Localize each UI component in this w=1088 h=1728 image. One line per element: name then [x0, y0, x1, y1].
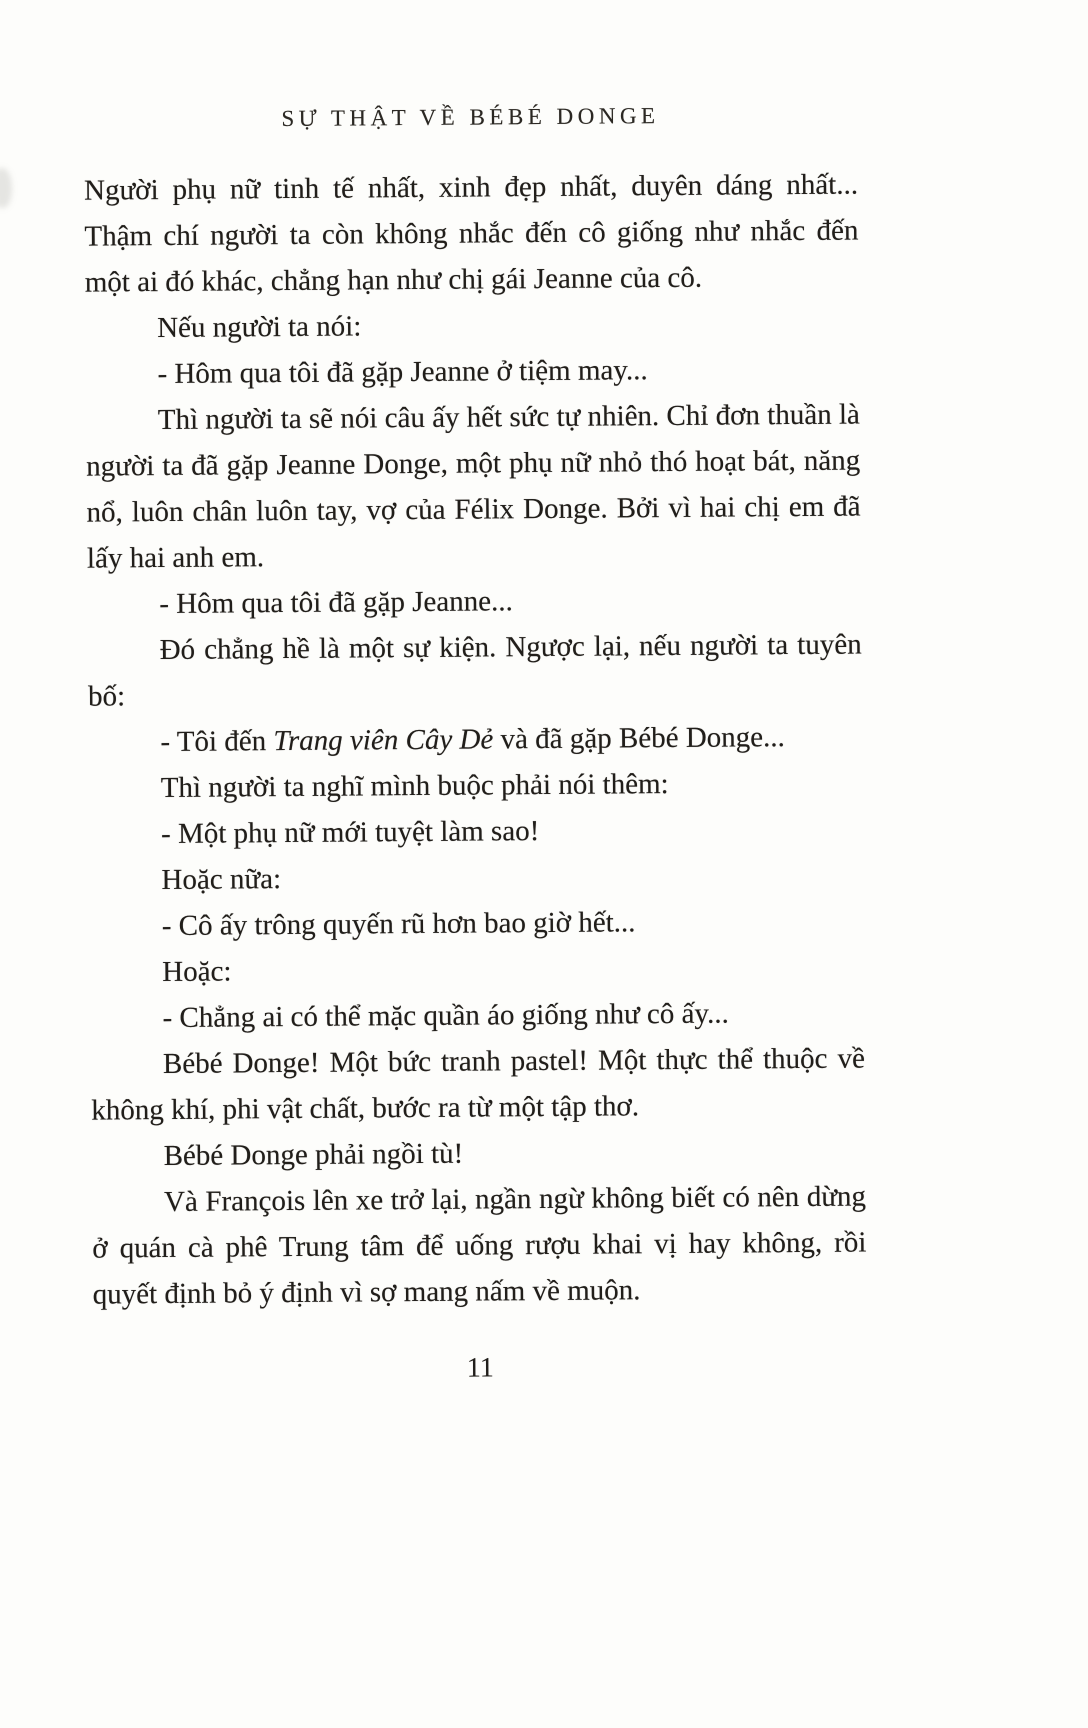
- page-text: [0, 160, 1088, 1319]
- paragraph: Người phụ nữ tinh tế nhất, xinh đẹp nhất, duyên dáng nhất... Thậm chí người ta còn không nhắc đến cô giống như nhắc đến một ai đó khác, chẳng hạn như chị gái Jeanne của cô.: [83, 168, 859, 299]
- dialogue-text: và đã gặp Bébé Donge...: [493, 721, 785, 756]
- dialogue-line: - Chẳng ai có thể mặc quần áo giống như cô ấy...: [162, 997, 729, 1035]
- dialogue-line: - Hôm qua tôi đã gặp Jeanne ở tiệm may...: [157, 354, 648, 391]
- paragraph: Thì người ta sẽ nói câu ấy hết sức tự nhiên. Chỉ đơn thuần là người ta đã gặp Jeanne Donge, một phụ nữ nhỏ thó hoạt bát, năng nổ, luôn chân luôn tay, vợ của Félix Donge. Bởi vì hai chị em đã lấy hai anh em.: [86, 398, 861, 575]
- dialogue-line: [88, 714, 862, 766]
- dialogue-text: - Tôi đến: [160, 725, 274, 759]
- running-header: SỰ THẬT VỀ BÉBÉ DONGE: [281, 103, 660, 132]
- paragraph: Thì người ta nghĩ mình buộc phải nói thêm:: [160, 768, 669, 805]
- paragraph: Và François lên xe trở lại, ngần ngừ không biết có nên dừng ở quán cà phê Trung tâm để uống rượu khai vị hay không, rồi quyết định bỏ ý định vì sợ mang nấm về muộn.: [92, 1180, 867, 1311]
- paragraph: Nếu người ta nói:: [157, 310, 362, 345]
- dialogue-line: - Cô ấy trông quyến rũ hơn bao giờ hết...: [161, 906, 636, 943]
- paragraph: Hoặc:: [162, 955, 232, 989]
- paragraph: Hoặc nữa:: [161, 863, 282, 897]
- paragraph: Bébé Donge! Một bức tranh pastel! Một thực thể thuộc về không khí, phi vật chất, bước ra từ một tập thơ.: [91, 1042, 866, 1127]
- page-number: 11: [466, 1352, 494, 1384]
- dialogue-line: - Hôm qua tôi đã gặp Jeanne...: [159, 585, 513, 621]
- dialogue-line: - Một phụ nữ mới tuyệt làm sao!: [160, 815, 540, 851]
- paragraph: Đó chẳng hề là một sự kiện. Ngược lại, nếu người ta tuyên bố:: [87, 628, 862, 713]
- place-name-italic: Trang viên Cây Dẻ: [273, 723, 494, 758]
- paragraph: Bébé Donge phải ngồi tù!: [163, 1137, 464, 1173]
